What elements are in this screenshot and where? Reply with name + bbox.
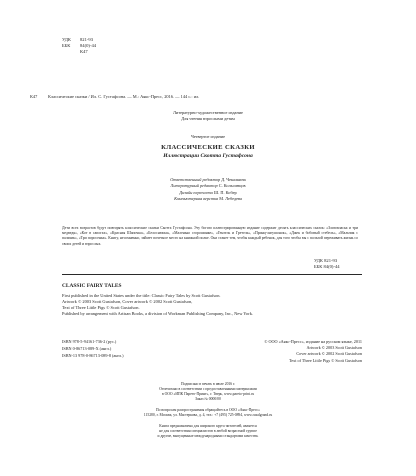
copyright-line: © ООО «Аякс-Пресс», издание на русском языке, 2011 xyxy=(264,339,362,344)
edition-note: Четвертое издание xyxy=(190,134,226,139)
udk-bottom: УДК 821-93 xyxy=(314,258,338,263)
udk-label: УДК xyxy=(62,37,71,42)
udk-value: 821-93 xyxy=(80,37,94,42)
credit-line: Дизайн переплета Ш. П. Кобер xyxy=(179,189,237,195)
book-title: КЛАССИЧЕСКИЕ СКАЗКИ xyxy=(161,144,255,151)
audience-line-2: Для чтения взрослыми детям xyxy=(181,116,235,121)
original-info-line: Text of Three Little Pigs © Scott Gustafson. xyxy=(62,305,140,310)
imprint-line: По вопросам распространения обращайтесь в ООО «Аякс-Пресс» xyxy=(155,408,261,412)
credit-line: Литературный редактор С. Кольсинцов xyxy=(170,183,246,189)
credits-list xyxy=(0,177,416,203)
imprint-line: Подписано в печать в июле 2016 г. xyxy=(180,382,236,386)
credit-line: Ответственный редактор Д. Чекалкина xyxy=(170,177,246,182)
classification-block xyxy=(62,37,96,55)
copyright-line: Cover artwork © 2002 Scott Gustafson xyxy=(296,351,362,357)
copyright-list xyxy=(200,339,362,364)
imprint-line: Книга предназначена для широкого круга читателей, является xyxy=(159,424,257,428)
credit-line: Компьютерная верстка М. Лебедева xyxy=(174,196,242,202)
author-mark: К47 xyxy=(80,49,88,54)
divider xyxy=(62,274,362,275)
imprint-line: не для соответствия специалистов в любой возрастной группе xyxy=(159,429,257,433)
book-subtitle: Иллюстрации Скотта Густафсона xyxy=(163,153,253,159)
original-title: CLASSIC FAIRY TALES xyxy=(62,283,122,289)
classification-bottom xyxy=(314,258,364,270)
isbn-line: ISBN 978-5-94161-736-2 (рус.) xyxy=(62,339,117,344)
bibliographic-line xyxy=(30,94,199,99)
audience-line-1: Литературно-художественное издание xyxy=(173,110,243,115)
copyright-line: Text of Three Little Pigs © Scott Gustafson xyxy=(289,357,362,363)
audience-block xyxy=(0,110,416,122)
original-info-line: Published by arrangement with Artisan Books, a division of Workman Publishing Company, Inc., New York. xyxy=(62,311,253,316)
original-info-line: First published in the United States under the title: Classic Fairy Tales by Scott Gustafson. xyxy=(62,293,221,298)
original-info-line: Artwork © 2003 Scott Gustafson, Cover artwork © 2002 Scott Gustafson, xyxy=(62,299,193,304)
isbn-line: ISBN-13 978-0-86713-089-8 (англ.) xyxy=(62,352,124,358)
imprint-line: и другие, выпущенные международными стандартами качества. xyxy=(157,434,259,438)
imprint-line: Отпечатано в соответствии с предоставленными материалами xyxy=(159,387,257,391)
isbn-list xyxy=(62,339,124,359)
biblio-mark: К47 xyxy=(30,94,38,99)
bbk-label: ББК xyxy=(62,43,71,48)
imprint-line: Заказ № 0000/00 xyxy=(195,397,221,401)
imprint-line: 115280, г. Москва, ул. Мастеркова, д. 4, тел.: +7 (495) 725-0894, www.rusalgrand.ru xyxy=(143,413,273,417)
isbn-line: ISBN 0-86713-089-X (англ.) xyxy=(62,345,112,351)
bbk-value: 84(0)-44 xyxy=(80,43,97,48)
imprint-line: в ООО «ИПК Парето-Принт», г. Тверь, www.pareto-print.ru xyxy=(161,392,255,396)
original-info xyxy=(62,293,362,317)
biblio-text: Классические сказки / Ил. С. Густафсона. — М.: Аякс-Пресс, 2016. — 144 с.: ил. xyxy=(48,94,200,99)
bbk-bottom: ББК 84(0)-44 xyxy=(314,264,340,269)
imprint-block xyxy=(90,382,326,439)
copyright-line: Artwork © 2003 Scott Gustafson xyxy=(306,345,362,351)
annotation-paragraph: Дети всех возрастов будут повторять классические сказки Скотта Густафсона. Эту богато иллюстрированную издание содержит десять классических сказок: «Златовласка и три медведя», «Кот в сапогах», «Красная Шапочка», «Белоснежка», «Маленько сгорошинке», «Гензель и Гретель», «Принц-лягушонок», «Джек и бобовый стебель», «Мальчик с пальчик», «Три поросенка». Книгу, несомненно, займет почетное место на книжной полке. Она станет тем, чтобы каждый ребенок, для того чтобы вы с пользой переживать жизнь со своих детей и взрослых. xyxy=(62,226,358,246)
